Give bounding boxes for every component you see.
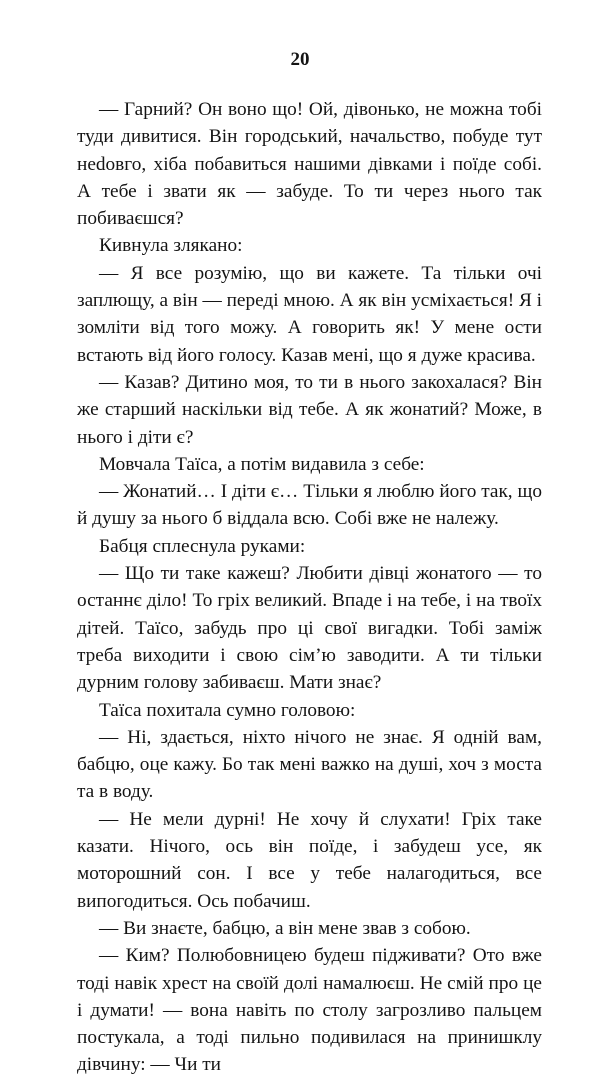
paragraph: Бабця сплеснула руками: xyxy=(99,535,306,557)
text-body xyxy=(77,96,542,1079)
paragraph: — Ви знаєте, бабцю, а він мене звав з собою. xyxy=(99,917,471,939)
paragraph: — Я все розумію, що ви кажете. Та тільки очі заплющу, а він — переді мною. А як він усміхається! Я і зомліти від того можу. А говорить як! У мене ости встають від його голосу. Казав мені, що я дуже красива. xyxy=(77,262,542,366)
paragraph: Кивнула злякано: xyxy=(99,235,243,257)
paragraph: — Що ти таке кажеш? Любити дівці жонатого — то останнє діло! То гріх великий. Впаде і на тебе, і на твоїх дітей. Таїсо, забудь про ці свої вигадки. Тобі заміж треба виходити і свою сім’ю заводити. А ти тільки дурним голову забиваєш. Мати знає? xyxy=(77,563,542,694)
paragraph: — Ні, здається, ніхто нічого не знає. Я одній вам, бабцю, оце кажу. Бо так мені важко на душі, хоч з моста та в воду. xyxy=(77,726,542,803)
paragraph: — Жонатий… І діти є… Тільки я люблю його так, що й душу за нього б віддала всю. Собі вже не належу. xyxy=(77,481,542,530)
paragraph: — Не мели дурні! Не хочу й слухати! Гріх таке казати. Нічого, ось він поїде, і забудеш усе, як моторошний сон. І все у тебе налагодиться, все випогодиться. Ось побачиш. xyxy=(77,808,542,912)
paragraph: — Ким? Полюбовницею будеш підживати? Ото вже тоді навік хрест на своїй долі намалюєш. Не смій про це і думати! — вона навіть по столу загрозливо пальцем постукала, а тоді пильно подивилася на принишклу дівчину: — Чи ти xyxy=(77,945,542,1076)
paragraph: Мовчала Таїса, а потім видавила з себе: xyxy=(99,453,425,475)
page-number: 20 xyxy=(290,49,310,70)
paragraph: Таїса похитала сумно головою: xyxy=(99,699,356,721)
paragraph: — Гарний? Он воно що! Ой, дівонько, не можна тобі туди дивитися. Він городський, начальство, побуде тут неdовго, хіба побавиться нашими дівками і поїде собі. А тебе і звати як — забуде. То ти через нього так побиваєшся? xyxy=(77,99,542,230)
paragraph: — Казав? Дитино моя, то ти в нього закохалася? Він же старший наскільки від тебе. А як жонатий? Може, в нього і діти є? xyxy=(77,371,542,448)
